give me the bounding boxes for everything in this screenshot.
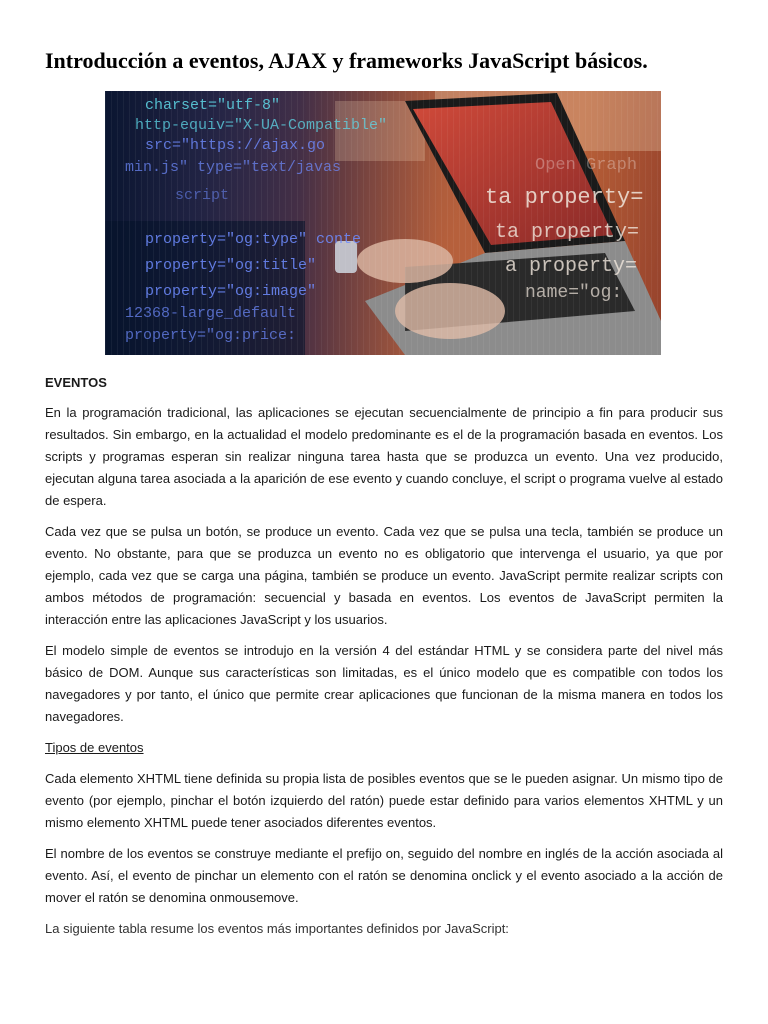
laptop-code-illustration — [105, 91, 661, 355]
code-line: charset="utf-8" — [145, 97, 281, 114]
code-line: 12368-large_default — [125, 305, 297, 322]
table-intro-text: La siguiente tabla resume los eventos más importantes definidos por JavaScript: — [45, 921, 509, 936]
code-line: property="og:title" — [145, 257, 317, 274]
paragraph: El modelo simple de eventos se introdujo en la versión 4 del estándar HTML y se considera parte del nivel más básico de DOM. Aunque sus características son limitadas, es el único modelo que es compatible con todos los navegadores y por tanto, el único que permite crear aplicaciones que funcionan de la misma manera en todos los navegadores. — [45, 643, 723, 724]
code-line: a property= — [505, 255, 638, 278]
paragraph: En la programación tradicional, las aplicaciones se ejecutan secuencialmente de principio a fin para producir sus resultados. Sin embargo, en la actualidad el modelo predominante es el de la programación basada en eventos. Los scripts y programas esperan sin realizar ninguna tarea hasta que se produzca un evento. Una vez producido, ejecutan alguna tarea asociada a la aparición de ese evento y cuando concluye, el script o programa vuelve al estado de espera. — [45, 405, 723, 508]
code-line: name="og: — [525, 283, 623, 303]
code-line: script — [175, 187, 230, 204]
document-title: Introducción a eventos, AJAX y frameworks JavaScript básicos. — [45, 48, 648, 73]
code-line: min.js" type="text/javas — [125, 159, 342, 176]
hero-image — [105, 91, 661, 355]
code-line: Open Graph — [535, 156, 638, 175]
code-line: ta property= — [495, 221, 640, 244]
code-line: src="https://ajax.go — [145, 137, 326, 154]
code-line: http-equiv="X-UA-Compatible" — [135, 117, 388, 134]
code-line: property="og:image" — [145, 283, 317, 300]
section-heading: EVENTOS — [45, 375, 107, 390]
paragraph: El nombre de los eventos se construye mediante el prefijo on, seguido del nombre en inglés de la acción asociada al evento. Así, el evento de pinchar un elemento con el ratón se denomina onclick y el evento asociado a la acción de mover el ratón se denomina onmousemove. — [45, 846, 723, 905]
code-line: ta property= — [485, 185, 644, 210]
code-line: property="og:type" conte — [145, 231, 362, 248]
paragraph: Cada elemento XHTML tiene definida su propia lista de posibles eventos que se le pueden asignar. Un mismo tipo de evento (por ejemplo, pinchar el botón izquierdo del ratón) puede estar definido para varios elementos XHTML y un mismo elemento XHTML puede tener asociados diferentes eventos. — [45, 771, 723, 830]
subsection-heading: Tipos de eventos — [45, 740, 144, 755]
document-body — [45, 373, 723, 940]
paragraph: Cada vez que se pulsa un botón, se produce un evento. Cada vez que se pulsa una tecla, también se produce un evento. No obstante, para que se produzca un evento no es obligatorio que intervenga el usuario, ya que por ejemplo, cada vez que se carga una página, también se produce un evento. JavaScript permite realizar scripts con ambos métodos de programación: secuencial y basada en eventos. Los eventos de JavaScript permiten la interacción entre las aplicaciones JavaScript y los usuarios. — [45, 524, 723, 627]
code-line: property="og:price: — [125, 327, 297, 344]
